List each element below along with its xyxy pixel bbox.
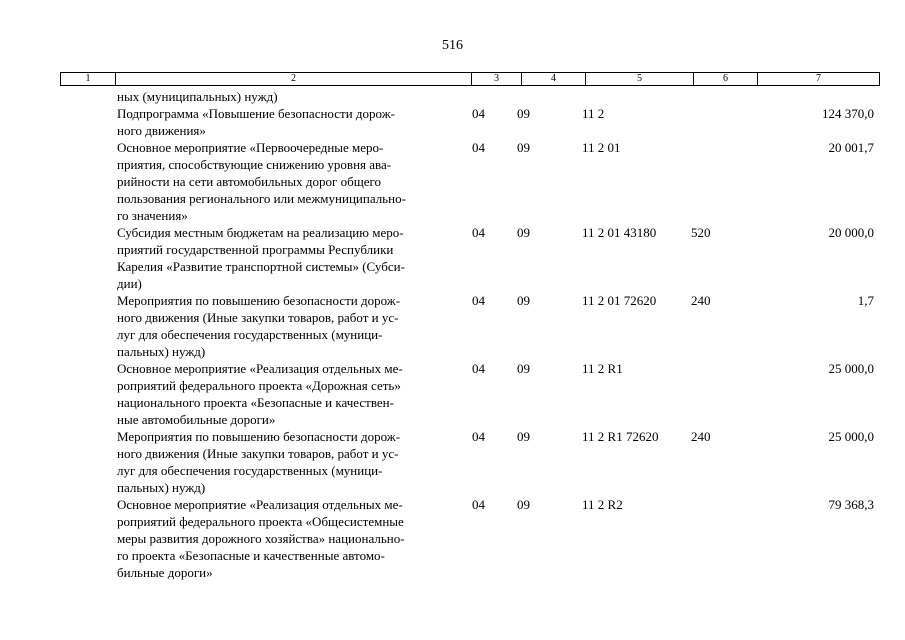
row-section: 04 [472, 293, 485, 308]
row-expense-type: 240 [691, 429, 711, 444]
table-row [0, 105, 905, 139]
header-col-7: 7 [816, 73, 821, 84]
header-col-3: 3 [472, 73, 522, 85]
table-row [0, 292, 905, 360]
continuation-row [0, 88, 905, 105]
row-section: 04 [472, 497, 485, 512]
row-subsection: 09 [517, 361, 530, 376]
row-target-code: 11 2 R1 72620 [582, 429, 659, 444]
row-amount: 25 000,0 [828, 429, 874, 444]
header-col-6: 6 [694, 73, 758, 85]
row-description: Субсидия местным бюджетам на реализацию меро- приятий государственной программы Республики Карелия «Развитие транспортной системы» (Субси- дии) [117, 225, 405, 291]
row-amount: 79 368,3 [828, 497, 874, 512]
row-amount: 124 370,0 [822, 106, 874, 121]
row-amount: 20 000,0 [828, 225, 874, 240]
row-description: Мероприятия по повышению безопасности дорож- ного движения (Иные закупки товаров, работ и ус- луг для обеспечения государственных (муници- пальных) нужд) [117, 429, 401, 495]
table-row [0, 360, 905, 428]
header-col-5: 5 [586, 73, 694, 85]
header-col-4: 4 [522, 73, 586, 85]
table-row [0, 496, 905, 581]
row-section: 04 [472, 429, 485, 444]
table-row [0, 139, 905, 224]
row-subsection: 09 [517, 225, 530, 240]
row-subsection: 09 [517, 293, 530, 308]
row-description: Основное мероприятие «Первоочередные меро- приятия, способствующие снижению уровня ава- рийности на сети автомобильных дорог общего пользования регионального или межмуниципально- го значения» [117, 140, 406, 223]
row-target-code: 11 2 R1 [582, 361, 623, 376]
row-description: Мероприятия по повышению безопасности дорож- ного движения (Иные закупки товаров, работ и ус- луг для обеспечения государственных (муници- пальных) нужд) [117, 293, 401, 359]
row-expense-type: 240 [691, 293, 711, 308]
row-target-code: 11 2 01 [582, 140, 621, 155]
row-expense-type: 520 [691, 225, 711, 240]
row-section: 04 [472, 106, 485, 121]
row-amount: 25 000,0 [828, 361, 874, 376]
page-number: 516 [442, 38, 463, 53]
row-description: Основное мероприятие «Реализация отдельных ме- роприятий федерального проекта «Общесистемные меры развития дорожного хозяйства» национально- го проекта «Безопасные и качественные автомо- бильные дороги» [117, 497, 405, 580]
row-subsection: 09 [517, 106, 530, 121]
row-section: 04 [472, 225, 485, 240]
row-target-code: 11 2 R2 [582, 497, 623, 512]
row-description: Подпрограмма «Повышение безопасности дорож- ного движения» [117, 106, 396, 138]
row-section: 04 [472, 140, 485, 155]
row-description: Основное мероприятие «Реализация отдельных ме- роприятий федерального проекта «Дорожная сеть» национального проекта «Безопасные и качествен- ные автомобильные дороги» [117, 361, 403, 427]
table-row [0, 224, 905, 292]
row-section: 04 [472, 361, 485, 376]
row-target-code: 11 2 01 72620 [582, 293, 657, 308]
row-amount: 20 001,7 [828, 140, 874, 155]
row-target-code: 11 2 [582, 106, 605, 121]
header-col-1: 1 [61, 73, 116, 85]
table-body [0, 88, 905, 581]
table-row [0, 428, 905, 496]
continuation-text: ных (муниципальных) нужд) [117, 89, 278, 104]
header-col-2: 2 [116, 73, 472, 85]
row-amount: 1,7 [857, 293, 874, 308]
row-subsection: 09 [517, 497, 530, 512]
table-header [60, 72, 880, 86]
row-subsection: 09 [517, 140, 530, 155]
row-subsection: 09 [517, 429, 530, 444]
row-target-code: 11 2 01 43180 [582, 225, 657, 240]
